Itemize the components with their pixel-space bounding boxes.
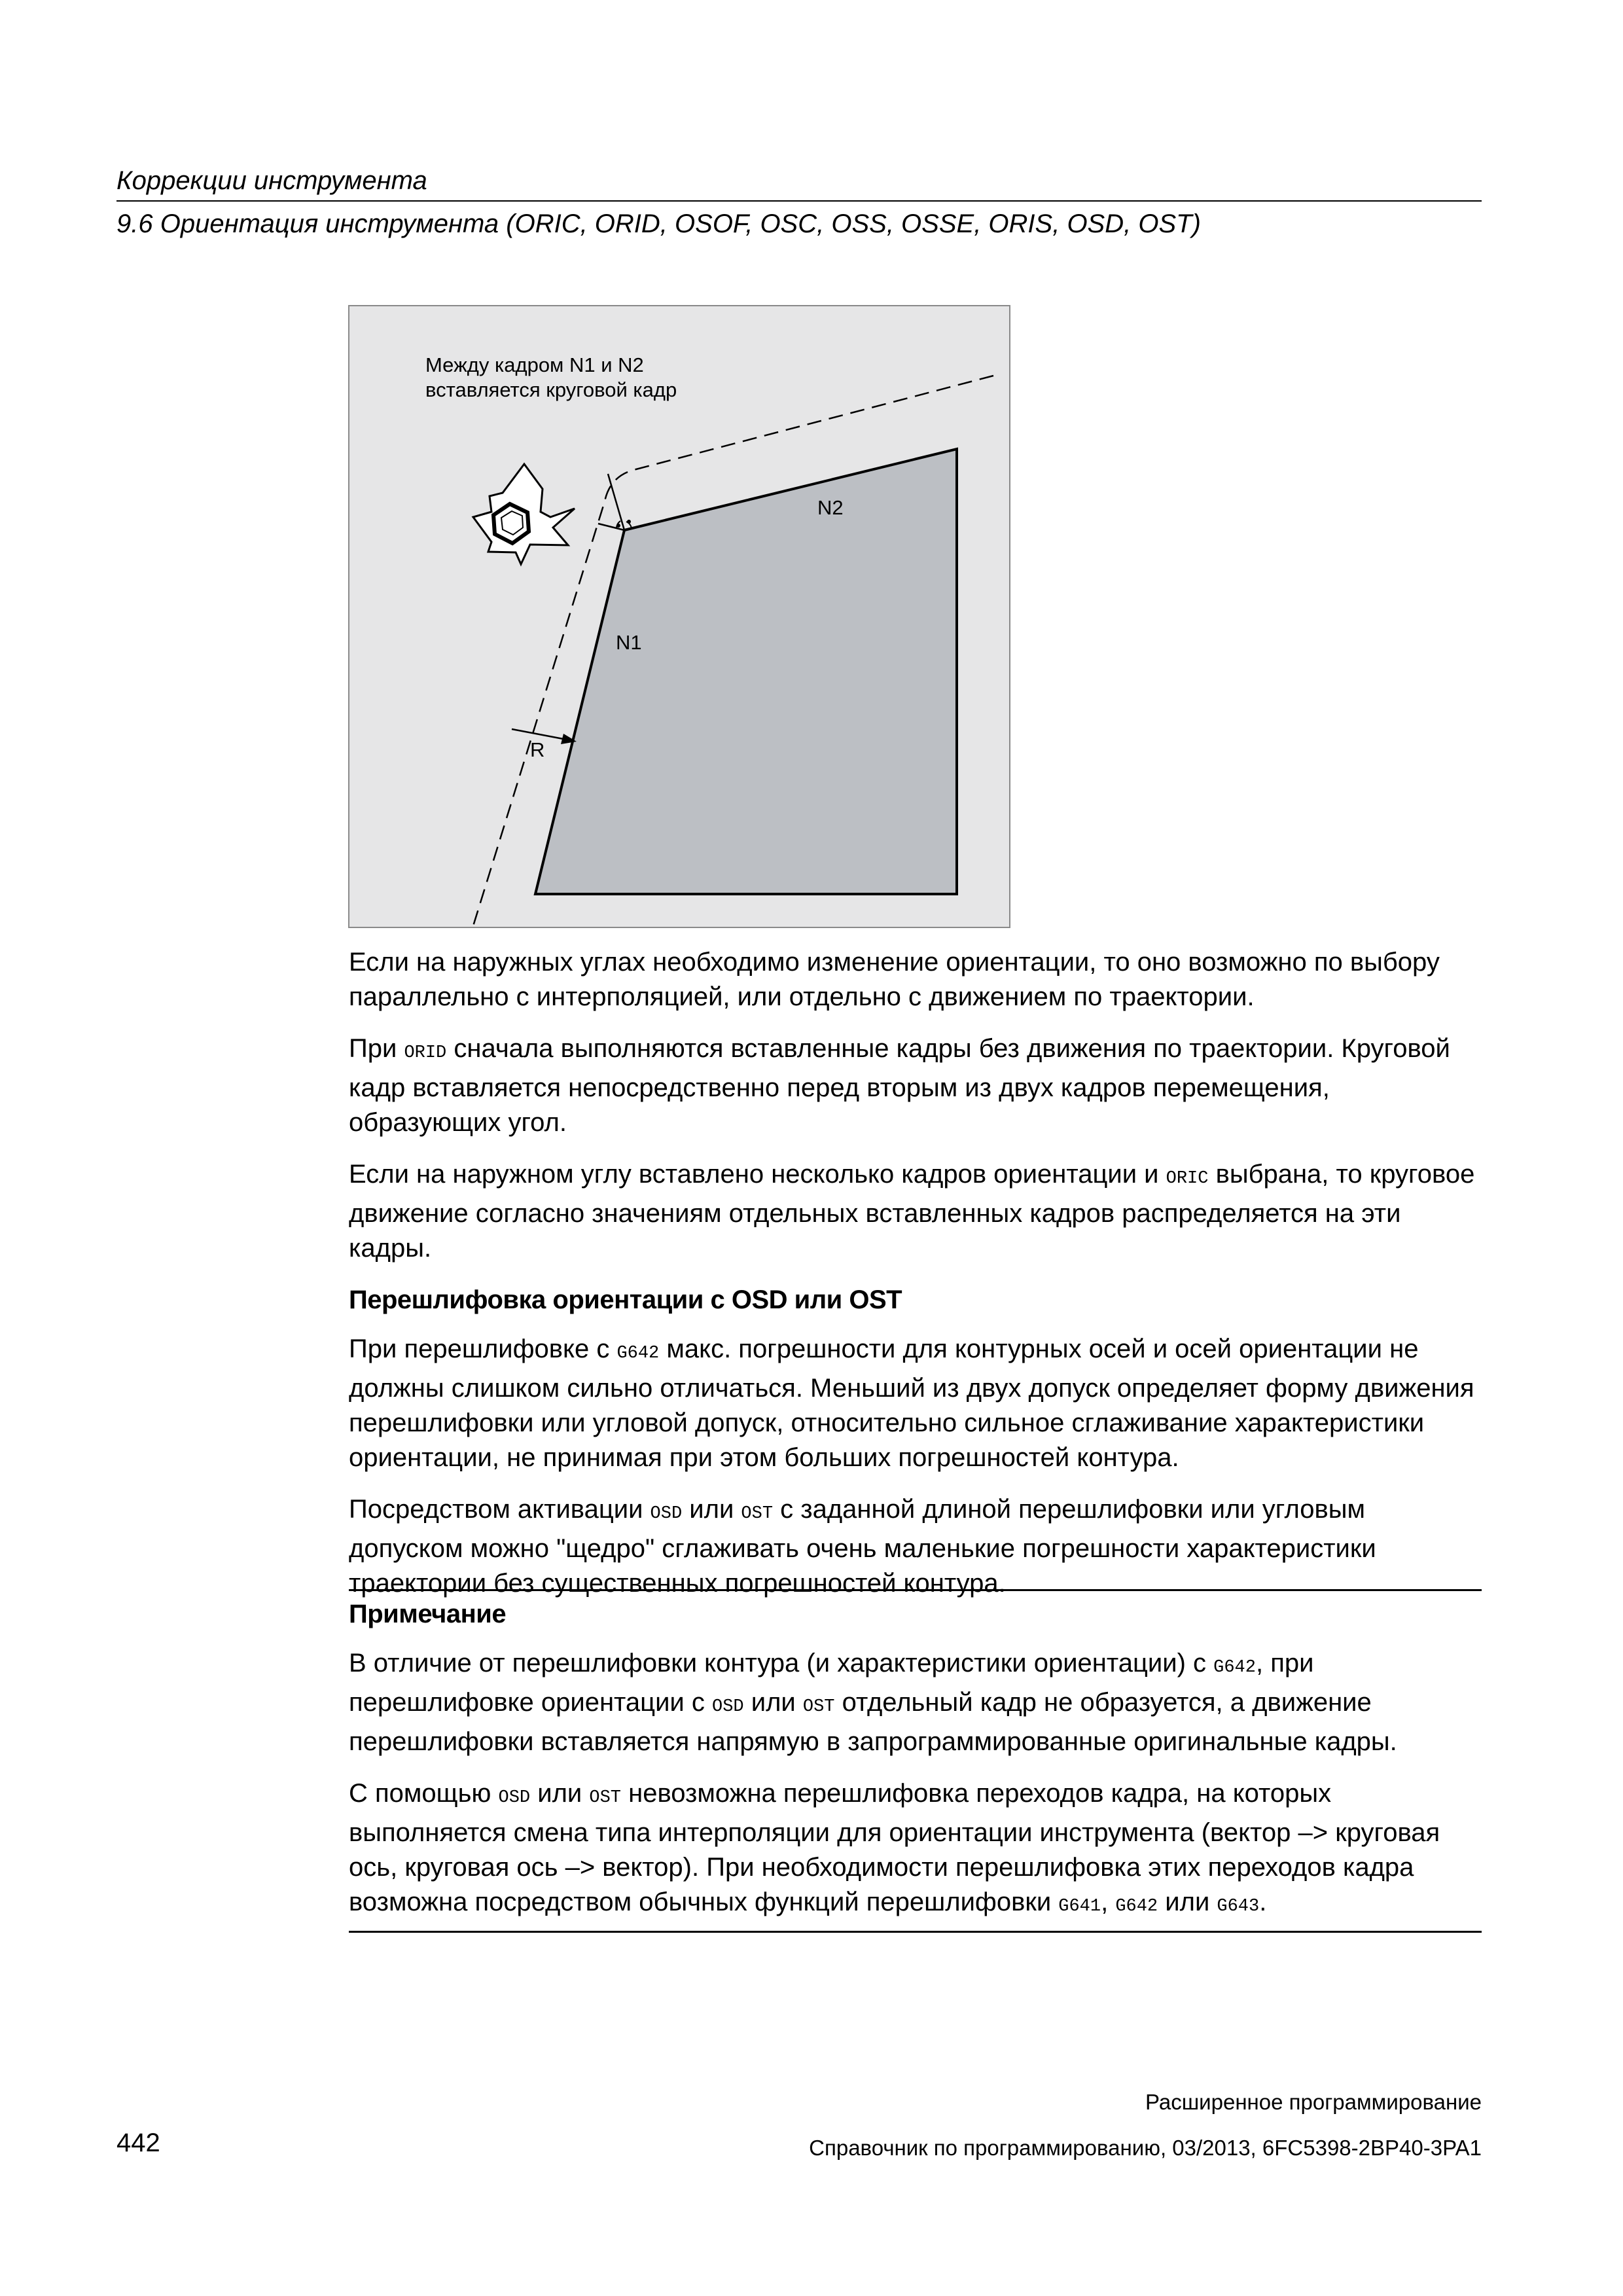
- paragraph-oric: Если на наружном углу вставлено несколько кадров ориентации и ORIC выбрана, то круговое движение согласно значениям отдельных вставленных кадров распределяется на эти кадры.: [349, 1160, 1475, 1263]
- note-top-rule: [349, 1589, 1482, 1591]
- label-r: R: [530, 738, 545, 761]
- note-bottom-rule: [349, 1931, 1482, 1933]
- subheading-osd-ost: Перешлифовка ориентации с OSD или OST: [349, 1285, 902, 1314]
- note-title: Примечание: [349, 1600, 507, 1628]
- code-g642: G642: [616, 1344, 660, 1363]
- page-number: 442: [116, 2128, 160, 2157]
- paragraph-outer-corners: Если на наружных углах необходимо изменение ориентации, то оно возможно по выбору параллельно с интерполяцией, или отдельно с движением по траектории.: [349, 948, 1440, 1011]
- label-n2: N2: [817, 496, 844, 519]
- chapter-title: Коррекции инструмента: [116, 166, 427, 195]
- code-osd: OSD: [650, 1504, 683, 1524]
- paragraph-g642: При перешлифовке с G642 макс. погрешности для контурных осей и осей ориентации не должны слишком сильно отличаться. Меньший из двух допуск определяет форму движения перешлифовки или угловой допуск, относительно сильное сглаживание характеристики ориентации, не принимая при этом больших погрешностей контура.: [349, 1335, 1474, 1472]
- header-rule: [116, 200, 1482, 202]
- figure-canvas: [348, 305, 1010, 928]
- figure-caption-line1: Между кадром N1 и N2: [425, 353, 644, 376]
- paragraph-osd-ost-activation: Посредством активации OSD или OST с заданной длиной перешлифовки или угловым допуском можно "щедро" сглаживать очень маленькие погрешности характеристики траектории без существенных погрешностей контура.: [349, 1495, 1376, 1598]
- note-paragraph-1: В отличие от перешлифовки контура (и характеристики ориентации) с G642, при перешлифовке ориентации с OSD или OST отдельный кадр не образуется, а движение перешлифовки вставляется напрямую в запрограммированные оригинальные кадры.: [349, 1649, 1397, 1756]
- right-angle-dot-n2: [627, 520, 631, 524]
- code-oric: ORIC: [1166, 1169, 1209, 1189]
- note-paragraph-2: С помощью OSD или OST невозможна перешлифовка переходов кадра, на которых выполняется смена типа интерполяции для ориентации инструмента (вектор –> круговая ось, круговая ось –> вектор). При необходимости перешлифовка этих переходов кадра возможна посредством обычных функций перешлифовки G641, G642 или G643.: [349, 1779, 1440, 1916]
- section-title: 9.6 Ориентация инструмента (ORIC, ORID, OSOF, OSC, OSS, OSSE, ORIS, OSD, OST): [116, 209, 1201, 238]
- footer-reference: Справочник по программированию, 03/2013, 6FC5398-2BP40-3PA1: [809, 2136, 1482, 2160]
- main-text: [349, 945, 1481, 1618]
- figure-caption-line2: вставляется круговой кадр: [425, 378, 677, 401]
- note-box: [349, 1597, 1481, 1941]
- tool-orientation-figure: [348, 305, 1010, 928]
- code-ost: OST: [741, 1504, 774, 1524]
- code-orid: ORID: [404, 1043, 447, 1063]
- right-angle-dot-n1: [616, 524, 620, 528]
- footer-book-title: Расширенное программирование: [1145, 2090, 1482, 2114]
- paragraph-orid: При ORID сначала выполняются вставленные кадры без движения по траектории. Круговой кадр вставляется непосредственно перед вторым из двух кадров перемещения, образующих угол.: [349, 1034, 1450, 1137]
- label-n1: N1: [616, 631, 642, 654]
